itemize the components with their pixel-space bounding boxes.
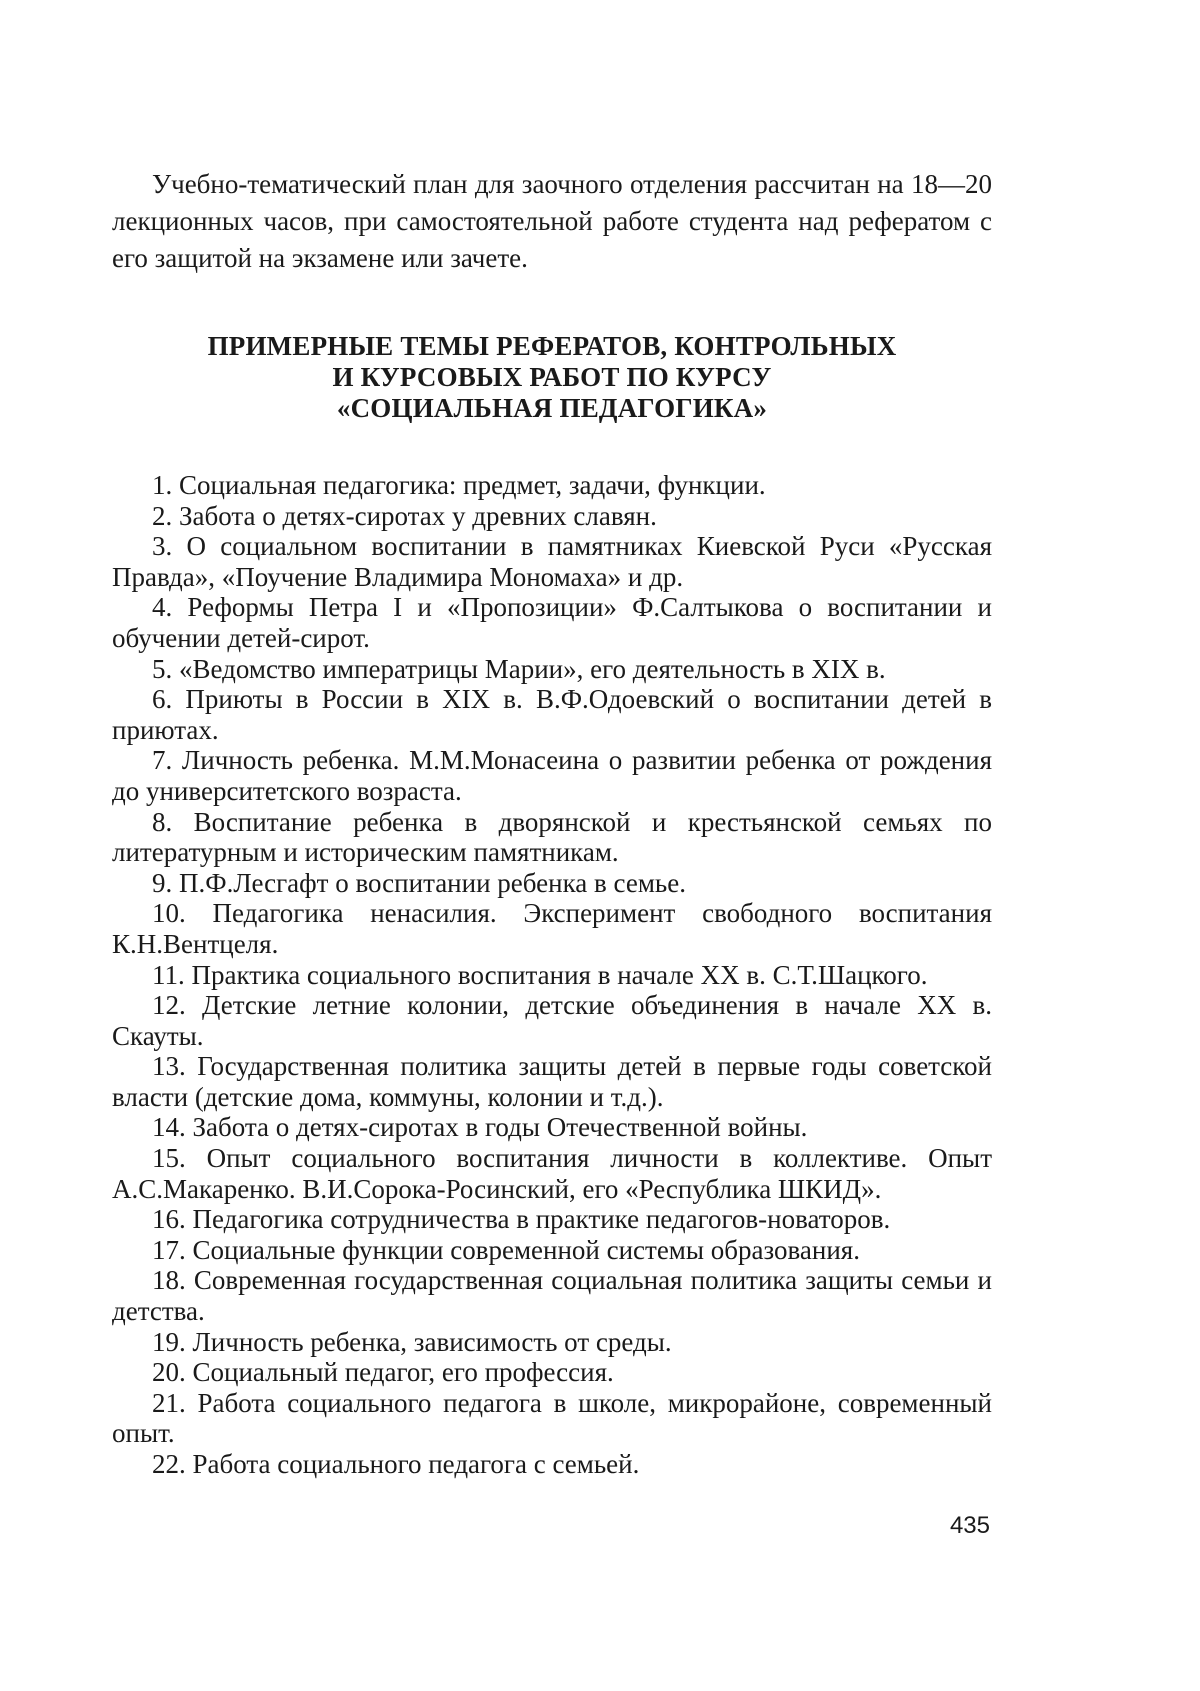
topic-list (112, 470, 992, 1480)
list-item: 4. Реформы Петра I и «Пропозиции» Ф.Салтыкова о воспитании и обучении детей-сирот. (112, 592, 992, 653)
list-item: 8. Воспитание ребенка в дворянской и крестьянской семьях по литературным и историческим памятникам. (112, 806, 992, 868)
list-item: 13. Государственная политика защиты детей в первые годы советской власти (детские дома, коммуны, колонии и т.д.). (112, 1051, 992, 1112)
heading-line-2: И КУРСОВЫХ РАБОТ ПО КУРСУ (332, 362, 772, 392)
list-item: 5. «Ведомство императрицы Марии», его деятельность в XIX в. (152, 653, 886, 684)
list-item: 2. Забота о детях-сиротах у древних славян. (152, 500, 657, 531)
list-item: 7. Личность ребенка. М.М.Монасеина о развитии ребенка от рождения до университетского возраста. (112, 745, 992, 806)
list-item: 14. Забота о детях-сиротах в годы Отечественной войны. (152, 1112, 808, 1143)
heading-line-3: «СОЦИАЛЬНАЯ ПЕДАГОГИКА» (336, 393, 768, 423)
list-item: 19. Личность ребенка, зависимость от среды. (152, 1326, 672, 1357)
list-item: 17. Социальные функции современной системы образования. (152, 1234, 860, 1265)
list-item: 11. Практика социального воспитания в начале XX в. С.Т.Шацкого. (152, 959, 928, 990)
list-item: 9. П.Ф.Лесгафт о воспитании ребенка в семье. (152, 867, 686, 898)
list-item: 6. Приюты в России в XIX в. В.Ф.Одоевский о воспитании детей в приютах. (112, 684, 992, 745)
list-item: 18. Современная государственная социальная политика защиты семьи и детства. (112, 1265, 992, 1327)
list-item: 12. Детские летние колонии, детские объединения в начале XX в. Скауты. (112, 990, 992, 1051)
list-item: 22. Работа социального педагога с семьей. (152, 1449, 640, 1479)
list-item: 15. Опыт социального воспитания личности в коллективе. Опыт А.С.Макаренко. В.И.Сорока-Росинский, его «Республика ШКИД». (112, 1143, 992, 1204)
list-item: 21. Работа социального педагога в школе, микрорайоне, современный опыт. (112, 1387, 992, 1449)
section-heading (112, 331, 992, 424)
intro-paragraph: Учебно-тематический план для заочного отделения рассчитан на 18—20 лекционных часов, при самостоятельной работе студента над рефератом с его защитой на экзамене или зачете. (112, 169, 992, 273)
page-content (112, 166, 992, 1480)
list-item: 3. О социальном воспитании в памятниках Киевской Руси «Русская Правда», «Поучение Владимира Мономаха» и др. (112, 531, 992, 592)
list-item: 10. Педагогика ненасилия. Эксперимент свободного воспитания К.Н.Вентцеля. (112, 898, 992, 959)
list-item: 20. Социальный педагог, его профессия. (152, 1357, 614, 1388)
list-item: 16. Педагогика сотрудничества в практике педагогов-новаторов. (152, 1204, 891, 1235)
page-number: 435 (949, 1512, 990, 1539)
list-item: 1. Социальная педагогика: предмет, задачи, функции. (152, 470, 766, 500)
heading-line-1: ПРИМЕРНЫЕ ТЕМЫ РЕФЕРАТОВ, КОНТРОЛЬНЫХ (207, 331, 897, 361)
